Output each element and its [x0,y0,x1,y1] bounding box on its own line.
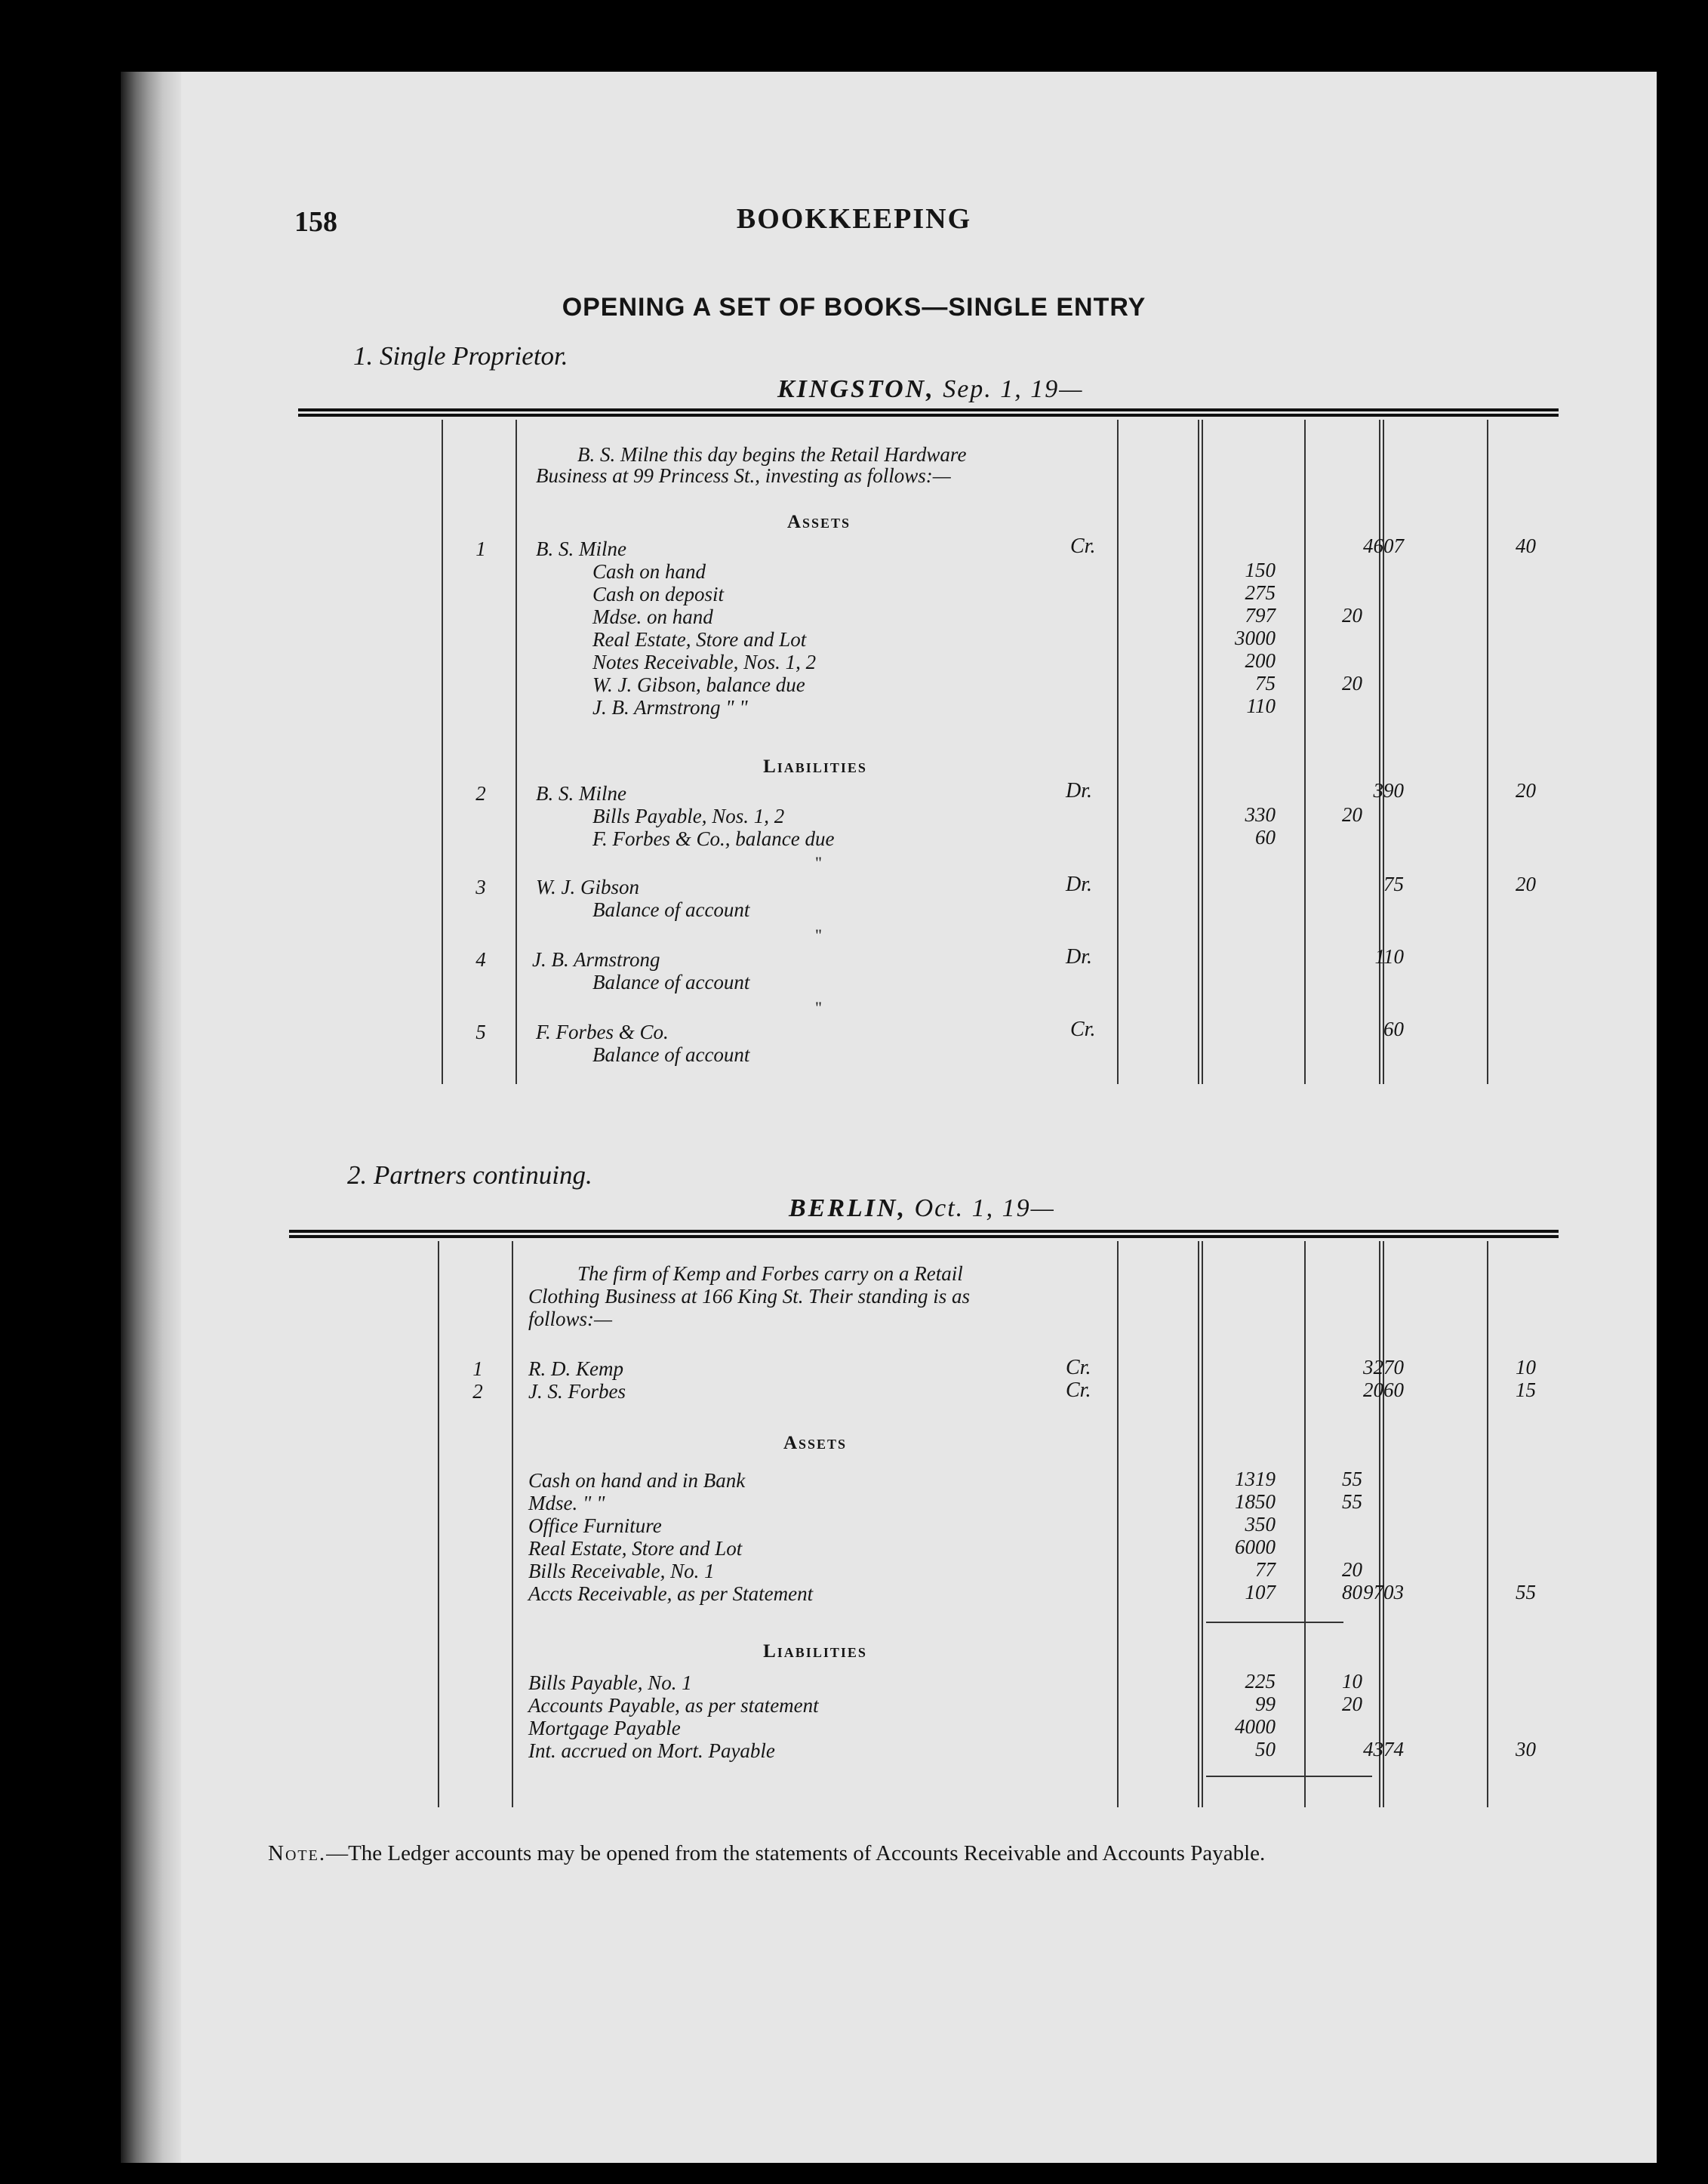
entry5-account: F. Forbes & Co. [536,1021,669,1043]
liability-label-2: Accounts Payable, as per statement [528,1694,819,1717]
part1-col-ref [442,420,443,1084]
partner2-total-cents: 15 [1516,1378,1536,1401]
entry2-ref: 2 [475,782,486,805]
entry2-account: B. S. Milne [536,782,626,805]
partner1-total: 3270 [1363,1356,1404,1378]
footnote-label: Note. [268,1841,327,1865]
liability-amount-1: 225 [1245,1670,1276,1693]
ditto-mark-3: " [815,998,822,1017]
liability-cents-1: 10 [1342,1670,1362,1693]
running-head: BOOKKEEPING [736,203,972,235]
asset-amount-4: 6000 [1235,1536,1276,1558]
liabilities-subtotal-rule [1206,1776,1372,1777]
assets-total-cents: 55 [1516,1581,1536,1603]
asset-label-6: Accts Receivable, as per Statement [528,1582,814,1605]
asset-label-2: Mdse. " " [528,1492,605,1514]
book-binding [121,72,181,2163]
part2-dateline [789,1194,1055,1223]
part2-liabilities-label: Liabilities [763,1641,867,1662]
entry2-cents-1: 20 [1342,803,1362,826]
entry5-drcr: Cr. [1070,1018,1096,1041]
part2-intro-1: The firm of Kemp and Forbes carry on a Retail [577,1262,963,1285]
entry1-total-cents: 40 [1516,534,1536,557]
ditto-mark-2: " [815,926,822,944]
assets-total: 9703 [1363,1581,1404,1603]
entry5-sub: Balance of account [592,1043,750,1066]
partner2-ref: 2 [472,1380,483,1403]
liability-label-3: Mortgage Payable [528,1717,681,1739]
asset-cents-1: 55 [1342,1468,1362,1490]
liabilities-total: 4374 [1363,1738,1404,1760]
part2-heading: 2. Partners continuing. [347,1160,592,1190]
entry5-total: 60 [1383,1018,1404,1040]
part2-col-cents1 [1304,1241,1306,1807]
part2-date: Oct. 1, 19— [914,1194,1055,1222]
entry1-account: B. S. Milne [536,538,626,560]
liability-label-4: Int. accrued on Mort. Payable [528,1739,775,1762]
entry1-item-5: Notes Receivable, Nos. 1, 2 [592,651,817,673]
entry3-sub: Balance of account [592,898,750,921]
part1-date: Sep. 1, 19— [943,375,1084,403]
asset-amount-5: 77 [1255,1558,1276,1581]
entry3-total-cents: 20 [1516,873,1536,895]
asset-label-5: Bills Receivable, No. 1 [528,1560,715,1582]
asset-amount-6: 107 [1245,1581,1276,1603]
liability-amount-4: 50 [1255,1738,1276,1760]
entry1-item-7: J. B. Armstrong " " [592,696,748,719]
part2-place: BERLIN, [789,1194,907,1222]
part1-col-desc [515,420,517,1084]
part1-top-rule [298,408,1559,417]
part2-col-ref [438,1241,439,1807]
part1-dateline [777,375,1084,404]
footnote-text: —The Ledger accounts may be opened from the statements of Accounts Receivable and Accounts Payable. [326,1841,1266,1865]
entry1-amount-2: 275 [1245,581,1276,604]
entry2-amount-2: 60 [1255,826,1276,849]
entry1-amount-6: 75 [1255,672,1276,695]
asset-label-1: Cash on hand and in Bank [528,1469,746,1492]
part1-col-dr [1117,420,1119,1084]
asset-label-3: Office Furniture [528,1514,662,1537]
partner1-account: R. D. Kemp [528,1357,623,1380]
asset-label-4: Real Estate, Store and Lot [528,1537,743,1560]
entry1-cents-6: 20 [1342,672,1362,695]
entry2-total: 390 [1373,779,1404,802]
entry1-item-3: Mdse. on hand [592,605,713,628]
partner2-account: J. S. Forbes [528,1380,626,1403]
part2-col-desc [512,1241,513,1807]
part2-col-cents2 [1487,1241,1488,1807]
entry1-amount-5: 200 [1245,649,1276,672]
entry3-drcr: Dr. [1066,873,1093,896]
part1-intro-2: Business at 99 Princess St., investing as follows:— [536,464,951,487]
section-title: OPENING A SET OF BOOKS—SINGLE ENTRY [562,293,1146,322]
entry2-total-cents: 20 [1516,779,1536,802]
part1-liabilities-label: Liabilities [763,756,867,777]
entry1-item-1: Cash on hand [592,560,706,583]
entry1-amount-1: 150 [1245,559,1276,581]
entry2-item-2: F. Forbes & Co., balance due [592,827,835,850]
part2-intro-3: follows:— [528,1308,613,1330]
part1-col-inner [1198,420,1203,1084]
liability-cents-2: 20 [1342,1693,1362,1715]
entry2-amount-1: 330 [1245,803,1276,826]
asset-cents-2: 55 [1342,1490,1362,1513]
entry3-account: W. J. Gibson [536,876,640,898]
entry3-total: 75 [1383,873,1404,895]
part2-intro-2: Clothing Business at 166 King St. Their standing is as [528,1285,971,1308]
entry1-amount-7: 110 [1246,695,1276,717]
assets-subtotal-rule [1206,1622,1343,1623]
entry2-drcr: Dr. [1066,779,1093,802]
part1-col-total [1379,420,1384,1084]
part1-col-cents2 [1487,420,1488,1084]
part2-col-total [1379,1241,1384,1807]
entry1-drcr: Cr. [1070,534,1096,558]
part2-top-rule [289,1230,1559,1238]
page-number: 158 [294,206,337,238]
asset-amount-2: 1850 [1235,1490,1276,1513]
part1-heading: 1. Single Proprietor. [353,341,568,371]
ditto-mark-1: " [815,853,822,872]
entry1-ref: 1 [475,538,486,560]
entry4-total: 110 [1374,945,1404,968]
entry4-sub: Balance of account [592,971,750,993]
part2-col-dr [1117,1241,1119,1807]
asset-cents-5: 20 [1342,1558,1362,1581]
part2-assets-label: Assets [783,1433,848,1453]
entry1-item-2: Cash on deposit [592,583,725,605]
right-page-edge [1657,60,1708,2184]
partner1-drcr: Cr. [1066,1356,1091,1379]
entry5-ref: 5 [475,1021,486,1043]
part1-assets-label: Assets [786,512,851,532]
part1-col-cents1 [1304,420,1306,1084]
asset-amount-1: 1319 [1235,1468,1276,1490]
asset-amount-3: 350 [1245,1513,1276,1536]
liability-amount-3: 4000 [1235,1715,1276,1738]
liabilities-total-cents: 30 [1516,1738,1536,1760]
asset-cents-6: 80 [1342,1581,1362,1603]
entry1-amount-4: 3000 [1235,627,1276,649]
entry4-ref: 4 [475,948,486,971]
footnote [268,1836,1566,1871]
partner1-ref: 1 [472,1357,483,1380]
entry1-item-4: Real Estate, Store and Lot [592,628,807,651]
partner1-total-cents: 10 [1516,1356,1536,1378]
entry4-drcr: Dr. [1066,945,1093,969]
entry4-account: J. B. Armstrong [532,948,660,971]
entry3-ref: 3 [475,876,486,898]
entry1-cents-3: 20 [1342,604,1362,627]
entry1-amount-3: 797 [1245,604,1276,627]
liability-amount-2: 99 [1255,1693,1276,1715]
partner2-total: 2060 [1363,1378,1404,1401]
entry1-total: 4607 [1363,534,1404,557]
entry1-item-6: W. J. Gibson, balance due [592,673,805,696]
partner2-drcr: Cr. [1066,1378,1091,1402]
entry2-item-1: Bills Payable, Nos. 1, 2 [592,805,785,827]
liability-label-1: Bills Payable, No. 1 [528,1671,692,1694]
part1-place: KINGSTON, [777,375,935,403]
part1-intro-1: B. S. Milne this day begins the Retail Hardware [577,443,967,466]
